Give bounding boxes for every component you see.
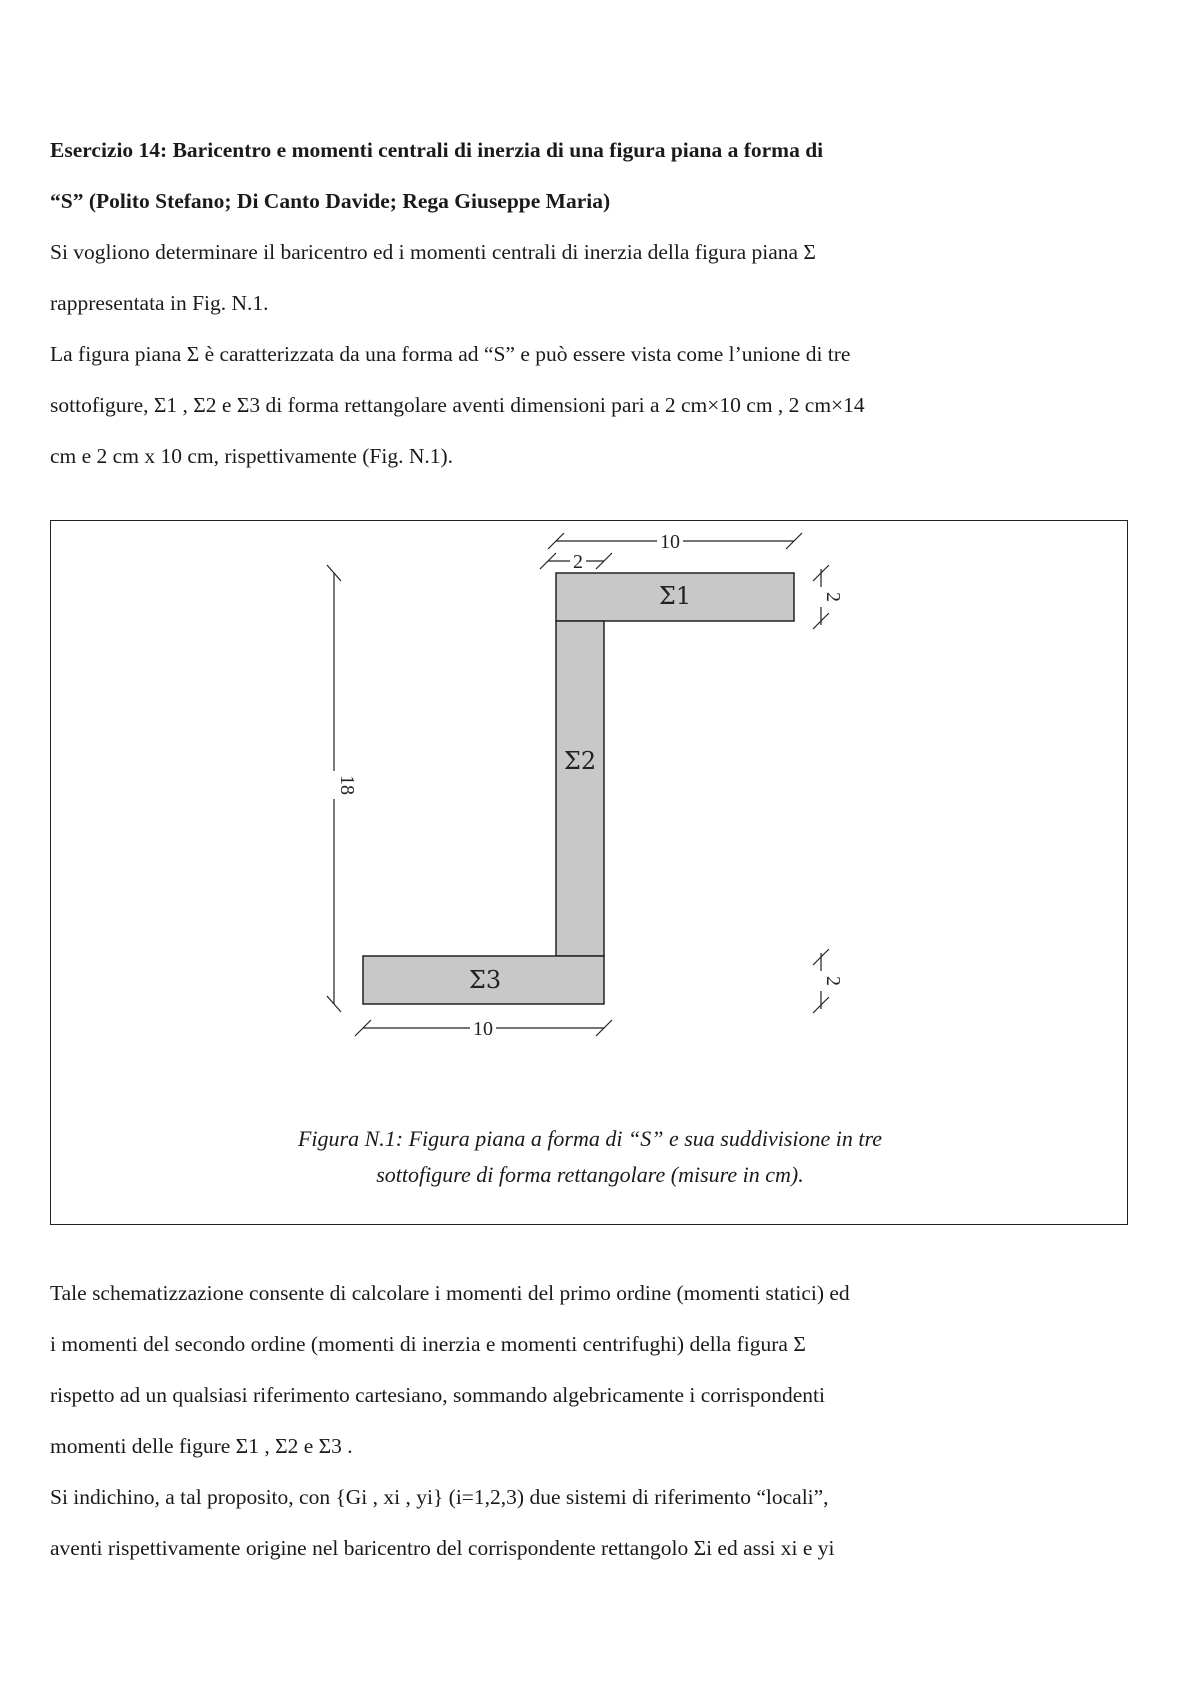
figure-box [50, 520, 1128, 1225]
dim-right-bottom: 2 [822, 976, 844, 986]
body-paragraph-line1: Tale schematizzazione consente di calcolare i momenti del primo ordine (momenti statici) ed [50, 1281, 850, 1305]
body-paragraph-line4: momenti delle figure Σ1 , Σ2 e Σ3 . [50, 1434, 353, 1458]
intro-paragraph-line1: Si vogliono determinare il baricentro ed i momenti centrali di inerzia della figura piana Σ [50, 240, 816, 264]
body-paragraph-line3: rispetto ad un qualsiasi riferimento cartesiano, sommando algebricamente i corrispondenti [50, 1383, 825, 1407]
reference-paragraph-line2: aventi rispettivamente origine nel baricentro del corrispondente rettangolo Σi ed assi xi e yi [50, 1536, 835, 1560]
caption-line1: Figura N.1: Figura piana a forma di “S” e sua suddivisione in tre [297, 1126, 883, 1151]
header-section [50, 125, 1130, 482]
dim-top-thickness: 2 [573, 551, 583, 573]
sigma2-label: Σ2 [563, 747, 597, 775]
body-paragraph-line2: i momenti del secondo ordine (momenti di inerzia e momenti centrifughi) della figura Σ [50, 1332, 806, 1356]
sigma3-label: Σ3 [468, 966, 502, 994]
dim-height: 18 [336, 775, 358, 795]
description-line1: La figura piana Σ è caratterizzata da una forma ad “S” e può essere vista come l’unione di tre [50, 342, 851, 366]
dim-top-width: 10 [660, 531, 680, 553]
intro-paragraph-line2: rappresentata in Fig. N.1. [50, 291, 269, 315]
body-section [50, 1268, 1130, 1574]
sigma1-label: Σ1 [658, 582, 692, 610]
sigma2-rectangle [556, 621, 604, 956]
caption-line2: sottofigure di forma rettangolare (misure in cm). [376, 1162, 804, 1187]
dim-bottom-width: 10 [473, 1018, 493, 1040]
figure-caption [51, 1121, 1129, 1193]
reference-paragraph-line1: Si indichino, a tal proposito, con {Gi , xi , yi} (i=1,2,3) due sistemi di riferimento “locali”, [50, 1485, 829, 1509]
description-line2: sottofigure, Σ1 , Σ2 e Σ3 di forma rettangolare aventi dimensioni pari a 2 cm×10 cm , 2 cm×14 [50, 393, 865, 417]
exercise-title-line1: Esercizio 14: Baricentro e momenti centrali di inerzia di una figura piana a forma di [50, 138, 824, 162]
exercise-title-line2: “S” (Polito Stefano; Di Canto Davide; Rega Giuseppe Maria) [50, 189, 611, 213]
dim-right-top: 2 [822, 592, 844, 602]
description-line3: cm e 2 cm x 10 cm, rispettivamente (Fig. N.1). [50, 444, 454, 468]
